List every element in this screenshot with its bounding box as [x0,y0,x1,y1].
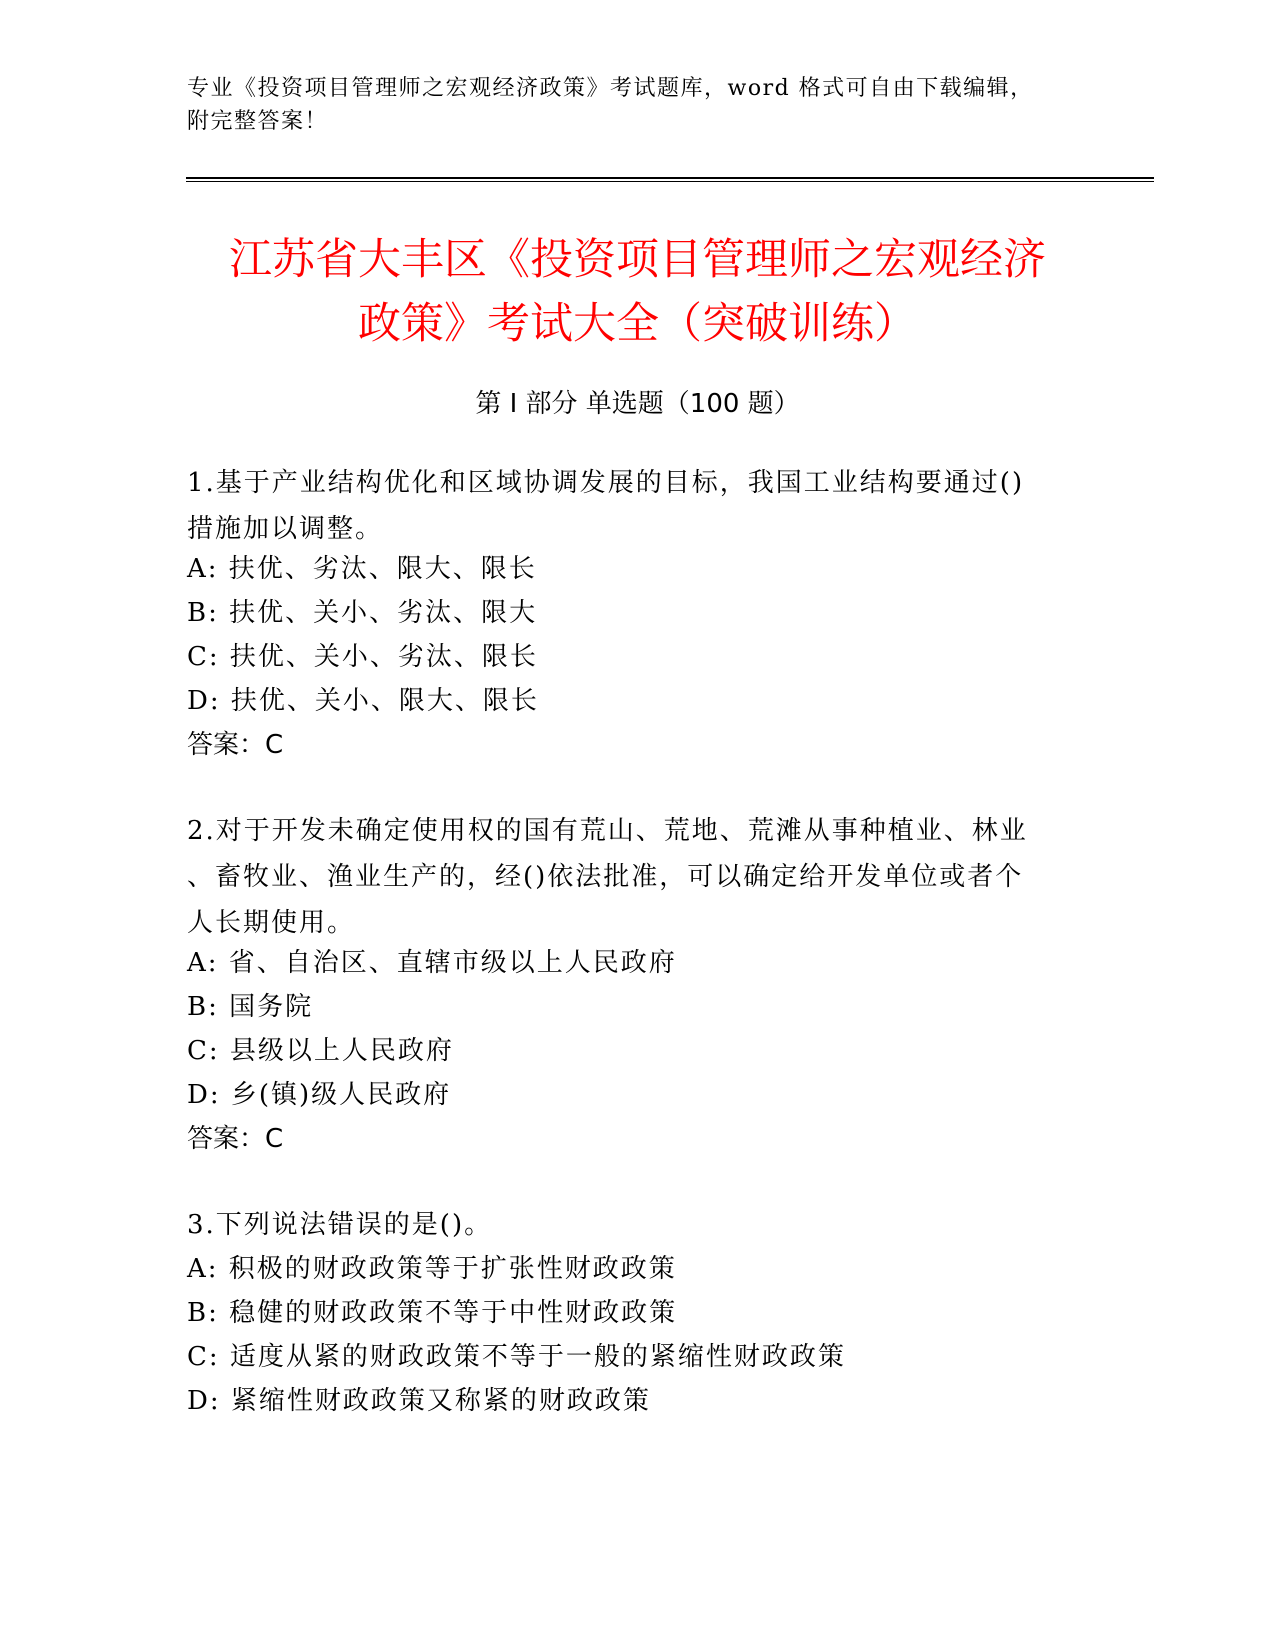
header-note-line-2: 附完整答案！ [187,109,329,134]
question-1-line-1: 1.基于产业结构优化和区域协调发展的目标，我国工业结构要通过() [187,468,1025,498]
question-2-line-1: 2.对于开发未确定使用权的国有荒山、荒地、荒滩从事种植业、林业 [187,816,1028,846]
question-3-text [187,1202,1067,1248]
question-1-option-c: C: 扶优、关小、劣汰、限长 [187,642,538,672]
question-2-option-a: A: 省、自治区、直辖市级以上人民政府 [187,948,677,978]
question-1-option-d: D: 扶优、关小、限大、限长 [187,686,539,716]
question-2-line-3: 人长期使用。 [187,908,356,938]
question-2-line-2: 、畜牧业、渔业生产的，经()依法批准，可以确定给开发单位或者个 [187,862,1024,892]
question-2-option-d: D: 乡(镇)级人民政府 [187,1080,452,1110]
question-2-text [187,808,1067,946]
question-1-answer: 答案：C [187,730,284,760]
question-3-option-c: C: 适度从紧的财政政策不等于一般的紧缩性财政政策 [187,1342,846,1372]
question-3-option-d: D: 紧缩性财政政策又称紧的财政政策 [187,1386,651,1416]
section-heading: 第 I 部分 单选题（100 题） [475,389,800,419]
question-1-option-a: A: 扶优、劣汰、限大、限长 [187,554,537,584]
header-note-line-1: 专业《投资项目管理师之宏观经济政策》考试题库，word 格式可自由下载编辑， [187,76,1034,101]
title-line-2: 政策》考试大全（突破训练） [358,299,917,349]
title-line-1: 江苏省大丰区《投资项目管理师之宏观经济 [229,235,1046,285]
question-2-answer: 答案：C [187,1124,284,1154]
question-3-option-a: A: 积极的财政政策等于扩张性财政政策 [187,1254,677,1284]
question-2-option-b: B: 国务院 [187,992,314,1022]
question-1-option-b: B: 扶优、关小、劣汰、限大 [187,598,538,628]
question-2-option-c: C: 县级以上人民政府 [187,1036,454,1066]
header-rule-thin [186,181,1154,182]
question-3-option-b: B: 稳健的财政政策不等于中性财政政策 [187,1298,678,1328]
question-1-text [187,460,1067,552]
header-note [187,72,1067,138]
header-rule-thick [186,177,1154,179]
question-1-line-2: 措施加以调整。 [187,514,384,544]
document-title [150,228,1125,356]
question-3-line-1: 3.下列说法错误的是()。 [187,1210,493,1240]
